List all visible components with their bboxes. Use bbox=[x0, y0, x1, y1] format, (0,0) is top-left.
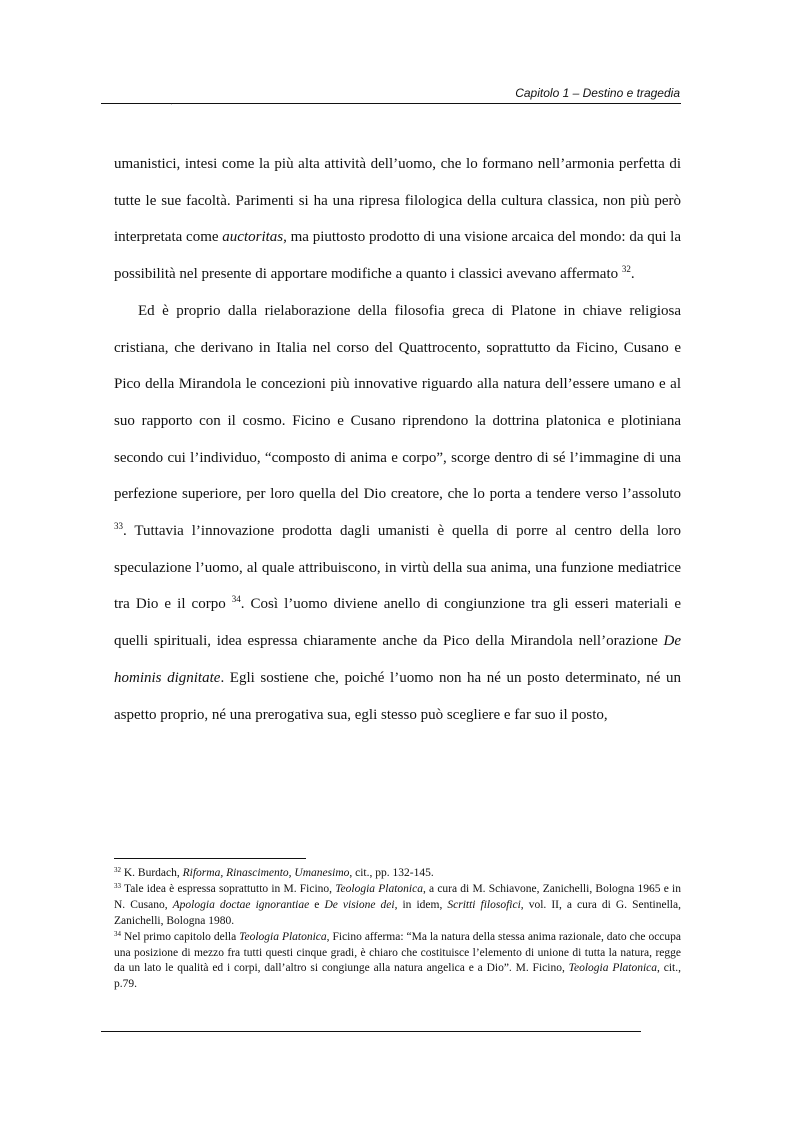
main-text bbox=[114, 146, 681, 733]
footnote bbox=[114, 930, 681, 994]
footer-divider bbox=[101, 1031, 641, 1032]
footnotes bbox=[114, 866, 681, 993]
footnote bbox=[114, 882, 681, 930]
footnote-ref: 32 bbox=[621, 264, 631, 275]
footnote-ref: 34 bbox=[231, 594, 241, 605]
footnote-number: 32 bbox=[114, 866, 121, 874]
italic-phrase: Apologia doctae ignorantiae bbox=[172, 898, 310, 911]
text-run: , vol. II, a cura di G. Sentinella, Zanichelli, Bologna 1980. bbox=[114, 898, 681, 927]
footnote-number: 34 bbox=[114, 929, 121, 938]
text-run: . Tuttavia l’innovazione prodotta dagli umanisti è quella di porre al centro della loro speculazione l’uomo, al quale attribuiscono, in virtù della sua anima, una funzione mediatrice tra Dio e il corpo bbox=[114, 523, 681, 613]
text-run: . bbox=[630, 266, 635, 283]
text-run: . Egli sostiene che, poiché l’uomo non ha né un posto determinato, né un aspetto proprio, né una prerogativa sua, egli stesso può scegliere e far suo il posto, bbox=[114, 669, 681, 723]
footnote-number: 33 bbox=[114, 881, 121, 890]
text-run: K. Burdach, bbox=[121, 867, 183, 879]
italic-phrase: Teologia Platonica bbox=[335, 882, 423, 895]
text-run: , ma piuttosto prodotto di una visione arcaica del mondo: da qui la possibilità nel presente di apportare modifiche a quanto i classici avevano affermato bbox=[114, 229, 681, 283]
italic-phrase: Teologia Platonica bbox=[239, 930, 327, 943]
text-run: e bbox=[309, 898, 325, 911]
text-run: , cit., pp. 132-145. bbox=[349, 867, 434, 879]
italic-phrase: Riforma, Rinascimento, Umanesimo bbox=[182, 867, 350, 879]
text-run: , cit., p.79. bbox=[114, 962, 681, 991]
footnote-separator bbox=[114, 858, 306, 859]
text-run: Tale idea è espressa soprattutto in M. Ficino, bbox=[121, 882, 336, 895]
footnote bbox=[114, 866, 681, 882]
header-divider bbox=[101, 103, 681, 104]
footnote-ref: 33 bbox=[114, 521, 123, 532]
italic-phrase: De hominis dignitate bbox=[114, 633, 681, 686]
italic-phrase: De visione dei bbox=[324, 898, 395, 911]
text-run: , Ficino afferma: “Ma la natura della stessa anima razionale, dato che occupa una posizione di mezzo fra tutti questi cinque gradi, è chiaro che costituisce l’elemento di unione di tutta la natura, regge da un lato le qualità ed i corpi, dall’altro si congiunge alla natura angelica e a Dio”. M. Ficino, bbox=[114, 930, 682, 975]
italic-phrase: Teologia Platonica bbox=[568, 962, 658, 975]
running-header: Capitolo 1 – Destino e tragedia bbox=[515, 86, 680, 100]
text-run: Nel primo capitolo della bbox=[121, 930, 240, 943]
paragraph bbox=[114, 293, 681, 733]
paragraph bbox=[114, 146, 681, 293]
italic-phrase: auctoritas bbox=[222, 229, 284, 246]
stray-mark: ʹ bbox=[171, 104, 173, 109]
text-run: . Così l’uomo diviene anello di congiunzione tra gli esseri materiali e quelli spirituali, idea espressa chiaramente anche da Pico della Mirandola nell’orazione bbox=[114, 596, 681, 650]
text-run: , a cura di M. Schiavone, Zanichelli, Bologna 1965 e in N. Cusano, bbox=[114, 882, 681, 911]
text-run: umanistici, intesi come la più alta attività dell’uomo, che lo formano nell’armonia perfetta di tutte le sue facoltà. Parimenti si ha una ripresa filologica della cultura classica, non più però interpretata come bbox=[114, 156, 681, 246]
italic-phrase: Scritti filosofici bbox=[447, 898, 521, 911]
text-run: , in idem, bbox=[394, 898, 448, 911]
text-run: Ed è proprio dalla rielaborazione della filosofia greca di Platone in chiave religiosa cristiana, che derivano in Italia nel corso del Quattrocento, soprattutto da Ficino, Cusano e Pico della Mirandola le concezioni più innovative riguardo alla natura dell’essere umano e al suo rapporto con il cosmo. Ficino e Cusano riprendono la dottrina platonica e plotiniana secondo cui l’individuo, “composto di anima e corpo”, scorge dentro di sé l’immagine di una perfezione superiore, per loro quella del Dio creatore, che lo porta a tendere verso l’assoluto bbox=[114, 302, 681, 503]
